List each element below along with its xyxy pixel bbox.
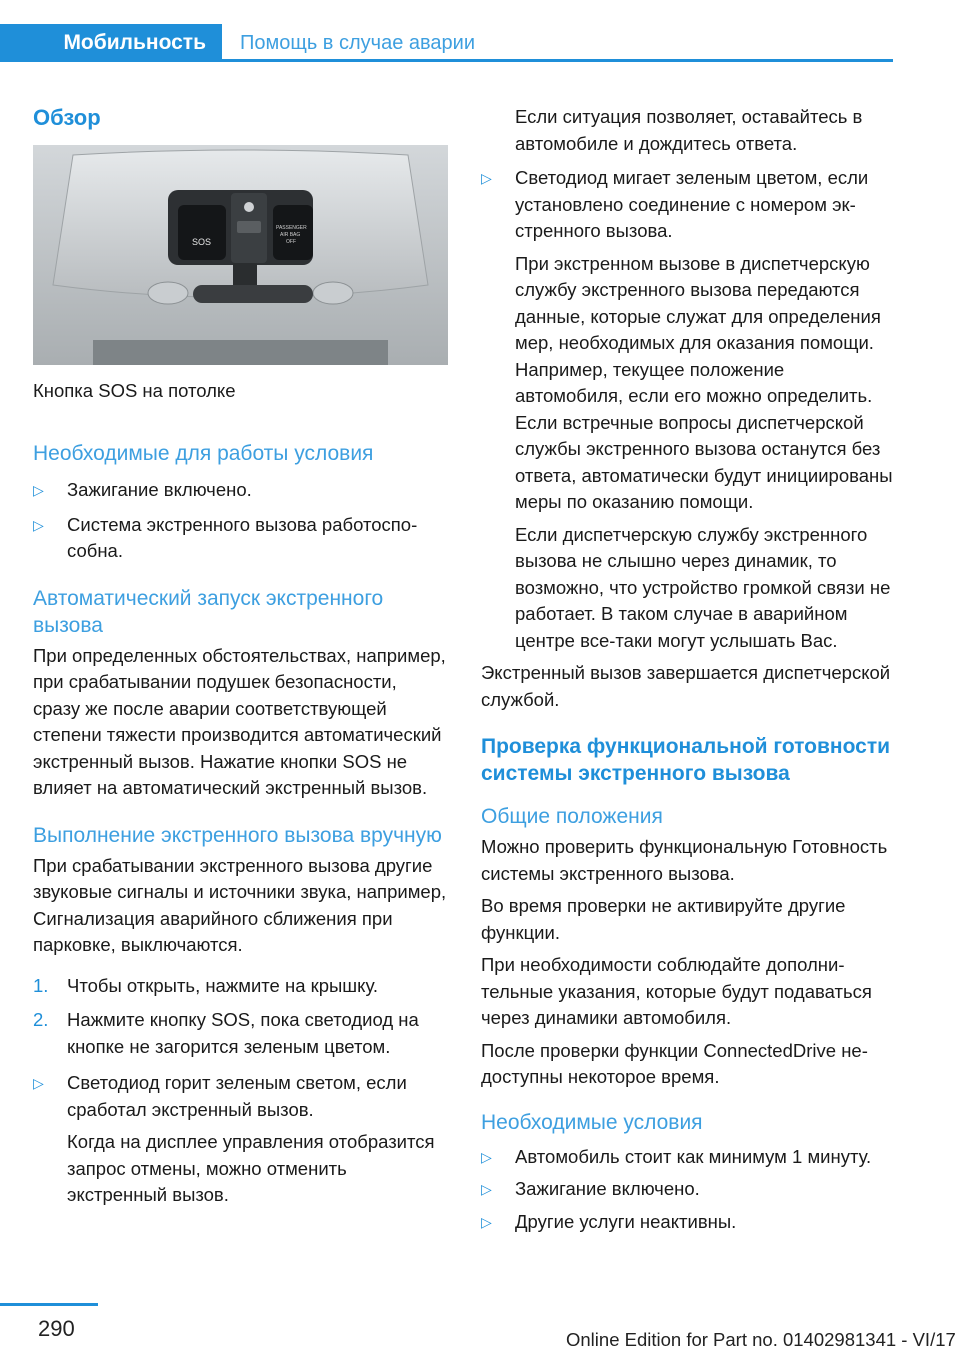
- figure-caption: Кнопка SOS на потолке: [33, 380, 236, 401]
- end-text: Экстренный вызов завершается диспетчерской службой.: [481, 662, 891, 710]
- manual-call-title: Выполнение экстренного вызова вручную: [33, 823, 442, 847]
- triangle-bullet-icon: ▷: [481, 170, 492, 186]
- step-item: 1. Чтобы открыть, нажмите на крышку.: [33, 974, 378, 996]
- header-rule: [222, 59, 893, 62]
- triangle-bullet-icon: ▷: [481, 1213, 492, 1230]
- led-item: ▷ Светодиод горит зеленым светом, если сработал экстренный вызов.: [33, 1072, 407, 1120]
- step-item: 2. Нажмите кнопку SOS, пока светодиод на кнопке не загорится зеленым цветом.: [33, 1009, 419, 1057]
- airbag-label-1: PASSENGER: [276, 225, 307, 231]
- continuation-text: Если ситуация позволяет, оставайтесь в автомобиле и дождитесь ответа.: [515, 106, 863, 154]
- general-text-2: Во время проверки не активируйте другие функции.: [481, 895, 846, 943]
- blink-subtext-1: При экстренном вызове в диспетчерскую службу экстренного вызова передаются данные, которые служат для определения мер, необходимых для оказания помощи. Например, текущее положение автомобиля, если его можно определить. Если встречные вопросы диспетчерской службы экстренного вызова останутся без ответа, автоматически будут инициированы меры по оказанию помощи.: [515, 252, 893, 512]
- subsection-tab: Помощь в случае аварии: [240, 32, 475, 54]
- sos-label: SOS: [192, 237, 212, 247]
- footer-rule: [0, 1303, 98, 1306]
- sos-button-photo: [33, 145, 448, 365]
- page-number: 290: [38, 1316, 75, 1341]
- requirement-item: ▷ Зажигание включено.: [481, 1176, 896, 1203]
- blink-item: ▷ Светодиод мигает зеленым цветом, если установлено соединение с номером экстренного вызова.: [481, 167, 869, 241]
- airbag-label-2: AIR BAG: [280, 232, 301, 238]
- requirement-item: ▷ Другие услуги неактивны.: [481, 1209, 896, 1236]
- airbag-label-3: OFF: [286, 239, 296, 245]
- edition-note: Online Edition for Part no. 01402981341 - VI/17: [566, 1329, 956, 1350]
- page-header: [0, 24, 893, 62]
- sos-button: [178, 205, 226, 260]
- triangle-bullet-icon: ▷: [33, 482, 44, 498]
- general-title: Общие положения: [481, 805, 663, 828]
- requirements-title: Необходимые условия: [481, 1110, 703, 1134]
- overhead-console-illustration: [33, 145, 448, 365]
- general-text-4: После проверки функции ConnectedDrive недоступны некоторое время.: [481, 1039, 868, 1087]
- condition-item: ▷ Зажигание включено.: [33, 477, 448, 504]
- requirement-item: ▷ Автомобиль стоит как минимум 1 минуту.: [481, 1144, 896, 1171]
- led-subtext: Когда на дисплее управления отобразится запрос отмены, можно отменить экстренный вызов.: [67, 1131, 435, 1205]
- blink-subtext-2: Если диспетчерскую службу экстренного вызова не слышно через динамик, то возможно, что устройство громкой связи не работает. В таком случае в аварийном центре все-таки могут услышать Вас.: [515, 523, 891, 651]
- check-title: Проверка функциональной готовности системы экстренного вызова: [481, 735, 891, 785]
- auto-call-text: При определенных обстоятельствах, например, при срабатывании подушек безопасности, сразу же после аварии соответствующей степени тяжести производится автоматический экстренный вызов. Нажатие кнопки SOS не влияет на автоматический экстренный вызов.: [33, 644, 446, 798]
- manual-call-text: При срабатывании экстренного вызова другие звуковые сигналы и источники звука, например, Сигнализация аварийного сближения при парковке, выключаются.: [33, 854, 447, 955]
- overview-title: Обзор: [33, 105, 101, 130]
- auto-call-title: Автоматический запуск экстренного вызова: [33, 586, 384, 637]
- triangle-bullet-icon: ▷: [33, 516, 44, 533]
- general-text-1: Можно проверить функциональную Готовность системы экстренного вызова.: [481, 836, 888, 884]
- general-text-3: При необходимости соблюдайте дополнительные указания, которые будут подаваться через динамики автомобиля.: [481, 954, 872, 1028]
- conditions-title: Необходимые для работы условия: [33, 442, 374, 465]
- triangle-bullet-icon: ▷: [481, 1148, 492, 1165]
- triangle-bullet-icon: ▷: [481, 1181, 492, 1197]
- triangle-bullet-icon: ▷: [33, 1075, 44, 1091]
- section-tab: Мобильность: [0, 24, 222, 62]
- condition-item: ▷ Система экстренного вызова работоспособна.: [33, 513, 418, 561]
